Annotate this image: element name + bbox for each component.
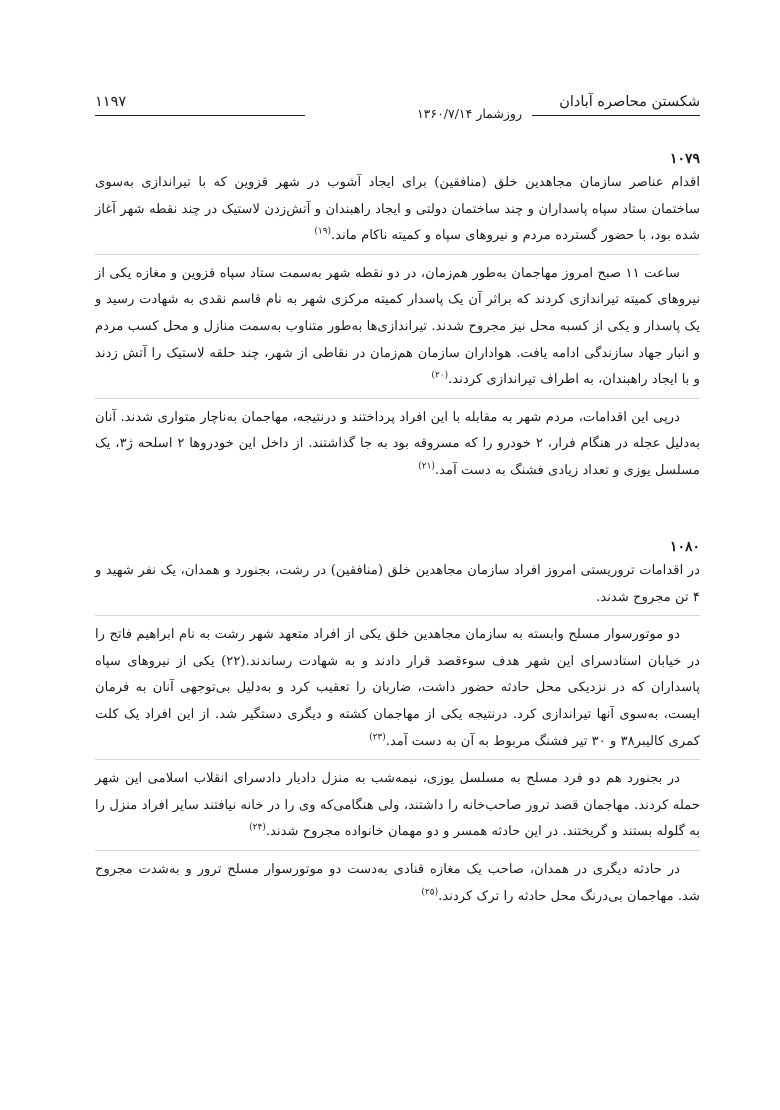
paragraph-text: در اقدامات تروریستی امروز افراد سازمان مجاهدین خلق (منافقین) در رشت، بجنورد و همدان، یک نفر شهید و ۴ تن مجروح شدند. xyxy=(95,563,700,605)
paragraph-text: در بجنورد هم دو فرد مسلح به مسلسل یوزی، نیمه‌شب به منزل دادیار دادسرای انقلاب اسلامی این شهر حمله کردند. مهاجمان قصد ترور صاحب‌خانه را داشتند، ولی هنگامی‌که وی را در خانه نیافتند سایر افراد منزل را به گلوله بستند و گریختند. در این حادثه همسر و دو مهمان خانواده مجروح شدند. xyxy=(95,771,700,840)
paragraph-text: اقدام عناصر سازمان مجاهدین خلق (منافقین) برای ایجاد آشوب در شهر قزوین که با تیراندازی به‌سوی ساختمان ستاد سپاه پاسداران و چند ساختمان دولتی و ایجاد راهبندان و آتش‌زدن لاستیک در چند نقطه شهر آغاز شده بود، با حضور گسترده مردم و نیروهای سپاه و کمیته ناکام ماند. xyxy=(95,175,700,244)
paragraph-divider xyxy=(95,615,700,616)
paragraph xyxy=(95,558,700,611)
running-header xyxy=(95,94,700,124)
page-number: ۱۱۹۷ xyxy=(95,94,127,110)
paragraph-text: درپی این اقدامات، مردم شهر به مقابله با این افراد پرداختند و درنتیجه، مهاجمان به‌ناچار متواری شدند. آنان به‌دلیل عجله در هنگام فرار، ۲ خودرو را که مسروقه بود به جا گذاشتند. از داخل این خودروها ۲ اسلحه ژ۳، یک مسلسل یوزی و تعداد زیادی فشنگ به دست آمد. xyxy=(95,409,701,478)
paragraph-divider xyxy=(95,398,700,399)
paragraph xyxy=(95,261,700,394)
paragraph xyxy=(95,170,700,250)
paragraph xyxy=(95,857,700,910)
header-rule-left xyxy=(95,115,305,116)
book-page xyxy=(95,0,700,1110)
entry-1080 xyxy=(95,536,700,910)
paragraph xyxy=(95,766,700,846)
paragraph-divider xyxy=(95,254,700,255)
paragraph xyxy=(95,622,700,755)
entry-1079 xyxy=(95,148,700,485)
paragraph-divider xyxy=(95,850,700,851)
paragraph xyxy=(95,405,700,485)
paragraph-text: ساعت ۱۱ صبح امروز مهاجمان به‌طور هم‌زمان، در دو نقطه شهر به‌سمت ستاد سپاه قزوین و مغازه یکی از نیروهای کمیته تیراندازی کردند که براثر آن یک پاسدار کمیته مرکزی شهر به نام قاسم نقدی به شهادت رسید و یک پاسدار و یکی از کسبه محل نیز مجروح شدند. تیراندازی‌ها به‌طور متناوب به‌سمت منازل و محل کسب مردم و انبار جهاد سازندگی ادامه یافت. هواداران سازمان هم‌زمان در نقاطی از شهر، چند حلقه لاستیک را آتش زدند و با ایجاد راهبندان، به اطراف تیراندازی کردند. xyxy=(95,265,700,388)
footnote-ref: (۲۵) xyxy=(421,887,439,898)
paragraph-divider xyxy=(95,759,700,760)
entry-number: ۱۰۸۰ xyxy=(669,539,700,555)
footnote-ref: (۲۰) xyxy=(431,370,449,381)
paragraph-text: دو موتورسوار مسلح وابسته به سازمان مجاهدین خلق یکی از افراد متعهد شهر رشت به نام ابراهیم فاتح را در خیابان استادسرای این شهر هدف سوءقصد قرار دادند و به شهادت رساندند.(۲۲) یکی از نیروهای سپاه پاسداران که در نزدیکی محل حادثه حضور داشت، ضاربان را تعقیب کرد و به‌دلیل بی‌توجهی آنان به فرمان ایست، به‌سوی آنها تیراندازی کرد. درنتیجه یکی از مهاجمان کشته و دیگری دستگیر شد. از این افراد یک کلت کمری کالیبر۳۸ و ۳۰ تیر فشنگ مربوط به آن به دست آمد. xyxy=(95,627,700,749)
entry-number: ۱۰۷۹ xyxy=(669,151,700,167)
paragraph-text: در حادثه دیگری در همدان، صاحب یک مغازه قنادی به‌دست دو موتورسوار مسلح ترور و به‌شدت مجروح شد. مهاجمان بی‌درنگ محل حادثه را ترک کردند. xyxy=(95,861,700,904)
diary-date: روزشمار ۱۳۶۰/۷/۱۴ xyxy=(416,106,522,121)
footnote-ref: (۲۱) xyxy=(418,461,435,472)
footnote-ref: (۲۳) xyxy=(369,732,386,743)
footnote-ref: (۱۹) xyxy=(314,226,332,237)
header-rule-right xyxy=(532,115,700,116)
footnote-ref: (۲۴) xyxy=(249,822,266,833)
book-title: شکستن محاصره آبادان xyxy=(559,94,700,110)
